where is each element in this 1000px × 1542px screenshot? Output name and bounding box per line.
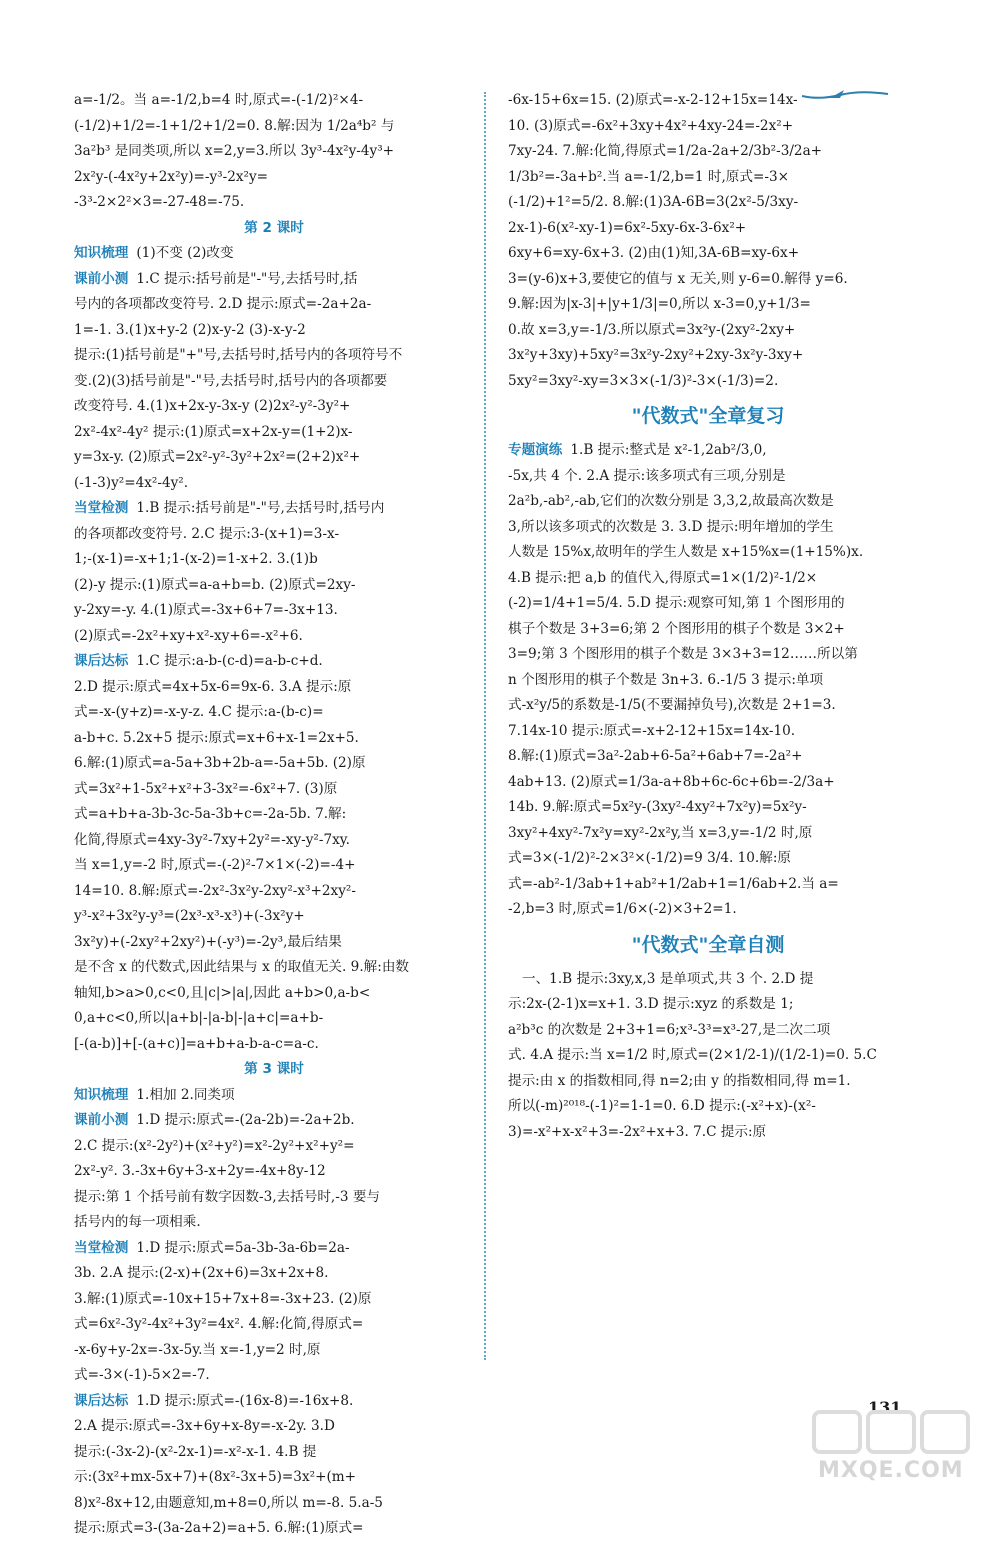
answer-line [74, 420, 474, 446]
answer-line [74, 445, 474, 471]
answer-line [508, 165, 908, 191]
answer-line [508, 872, 908, 898]
answer-text: a-b+c. 5.2x+5 提示:原式=x+6+x-1=2x+5. [74, 729, 359, 746]
answer-text: 改变符号. 4.(1)x+2x-y-3x-y (2)2x²-y²-3y²+ [74, 398, 351, 414]
answer-line [74, 853, 474, 879]
answer-text: 4ab+13. (2)原式=1/3a-a+8b+6c-6c+6b=-2/3a+ [508, 773, 835, 790]
answer-text: 7.14x-10 提示:原式=-x+2-12+15x=14x-10. [508, 722, 796, 739]
answer-line [74, 114, 474, 140]
section-label: 课前小测 [74, 1112, 129, 1128]
answer-line [74, 1363, 474, 1389]
answer-text: (-1-3)y²=4x²-4y². [74, 474, 189, 491]
answer-line [74, 369, 474, 395]
answer-line [508, 1018, 908, 1044]
answer-text: 化简,得原式=4xy-3y²-7xy+2y²=-xy-y²-7xy. [74, 831, 350, 848]
answer-text: a=-1/2。当 a=-1/2,b=4 时,原式=-(-1/2)²×4- [74, 92, 364, 108]
answer-text: 2.D 提示:原式=4x+5x-6=9x-6. 3.A 提示:原 [74, 678, 352, 695]
answer-text: 3=9;第 3 个图形用的棋子个数是 3×3+3=12……所以第 [508, 646, 858, 662]
answer-text: 3a²b³ 是同类项,所以 x=2,y=3.所以 3y³-4x²y-4y³+ [74, 143, 395, 159]
answer-text: y-2xy=-y. 4.(1)原式=-3x+6+7=-3x+13. [74, 602, 338, 618]
answer-line [508, 343, 908, 369]
answer-text: 3x²y+3xy)+5xy²=3x²y-2xy²+2xy-3x²y-3xy+ [508, 347, 804, 363]
answer-line [74, 1491, 474, 1517]
answer-line [74, 802, 474, 828]
answer-line [74, 1032, 474, 1058]
answer-text: (-1/2)+1²=5/2. 8.解:(1)3A-6B=3(2x²-5/3xy- [508, 194, 799, 210]
section-label: 知识梳理 [74, 1086, 129, 1103]
right-column [508, 88, 908, 1145]
answer-text: -3³-2×2²×3=-27-48=-75. [74, 194, 245, 210]
answer-line [74, 700, 474, 726]
answer-line [508, 992, 908, 1018]
section-label: 课后达标 [74, 1392, 129, 1409]
chapter-heading: "代数式"全章复习 [631, 405, 785, 427]
answer-line [508, 795, 908, 821]
answer-line [74, 879, 474, 905]
answer-text: 14=10. 8.解:原式=-2x²-3x²y-2xy²-x³+2xy²- [74, 882, 356, 899]
answer-text: 提示:(1)括号前是"+"号,去括号时,括号内的各项符号不 [74, 347, 403, 363]
answer-line [508, 846, 908, 872]
answer-text: 1.D 提示:原式=-(2a-2b)=-2a+2b. [136, 1112, 355, 1128]
answer-text: 所以(-m)²⁰¹⁸-(-1)²=1-1=0. 6.D 提示:(-x²+x)-(x²- [508, 1098, 816, 1114]
answer-text: 提示:由 x 的指数相同,得 n=2;由 y 的指数相同,得 m=1. [508, 1072, 851, 1089]
answer-line [74, 624, 474, 650]
answer-text: 人数是 15%x,故明年的学生人数是 x+15%x=(1+15%)x. [508, 544, 864, 560]
answer-text: 9.解:因为|x-3|+|y+1/3|=0,所以 x-3=0,y+1/3= [508, 296, 811, 312]
answer-line [508, 693, 908, 719]
answer-line [74, 1261, 474, 1287]
answer-line [74, 675, 474, 701]
answer-line [74, 394, 474, 420]
page-number: 131 [868, 1398, 902, 1417]
answer-text: 提示:原式=3-(3a-2a+2)=a+5. 6.解:(1)原式= [74, 1520, 364, 1536]
answer-text: 2a²b,-ab²,-ab,它们的次数分别是 3,3,2,故最高次数是 [508, 493, 834, 509]
answer-text: 提示:(-3x-2)-(x²-2x-1)=-x²-x-1. 4.B 提 [74, 1443, 317, 1460]
answer-text: 号内的各项都改变符号. 2.D 提示:原式=-2a+2a- [74, 296, 372, 312]
answer-text: (2)-y 提示:(1)原式=a-a+b=b. (2)原式=2xy- [74, 576, 356, 593]
answer-line [74, 1134, 474, 1160]
answer-text: 1.D 提示:原式=-(16x-8)=-16x+8. [136, 1392, 354, 1409]
answer-line [74, 955, 474, 981]
answer-text: 1;-(x-1)=-x+1;1-(x-2)=1-x+2. 3.(1)b [74, 551, 318, 567]
answer-line [74, 88, 474, 114]
answer-text: 5xy²=3xy²-xy=3×3×(-1/3)²-3×(-1/3)=2. [508, 372, 779, 389]
answer-line [74, 981, 474, 1007]
answer-line [74, 1287, 474, 1313]
answer-text: 1/3b²=-3a+b².当 a=-1/2,b=1 时,原式=-3× [508, 168, 790, 185]
answer-line [508, 139, 908, 165]
watermark-text: MXQE.COM [818, 1458, 964, 1483]
answer-text: y=3x-y. (2)原式=2x²-y²-3y²+2x²=(2+2)x²+ [74, 449, 361, 465]
answer-text: 2.A 提示:原式=-3x+6y+x-8y=-x-2y. 3.D [74, 1418, 335, 1434]
lesson-heading: 第 3 课时 [244, 1061, 304, 1077]
section-label: 课前小测 [74, 270, 129, 287]
answer-line [508, 318, 908, 344]
answer-line [74, 1210, 474, 1236]
answer-line [508, 515, 908, 541]
answer-text: 棋子个数是 3+3=6;第 2 个图形用的棋子个数是 3×2+ [508, 620, 845, 637]
answer-line [74, 1312, 474, 1338]
chapter-heading: "代数式"全章自测 [631, 933, 785, 956]
answer-text: 提示:第 1 个括号前有数字因数-3,去括号时,-3 要与 [74, 1188, 381, 1205]
answer-text: 2x²-4x²-4y² 提示:(1)原式=x+2x-y=(1+2)x- [74, 423, 353, 440]
answer-line [74, 1236, 474, 1262]
answer-text: 3b. 2.A 提示:(2-x)+(2x+6)=3x+2x+8. [74, 1265, 329, 1281]
answer-line [74, 1465, 474, 1491]
answer-text: -x-6y+y-2x=-3x-5y.当 x=-1,y=2 时,原 [74, 1341, 321, 1358]
answer-line [508, 540, 908, 566]
answer-line [508, 88, 908, 114]
answer-line [74, 1440, 474, 1466]
left-column [74, 88, 474, 1542]
lesson-heading: 第 2 课时 [244, 219, 304, 236]
answer-line [74, 1083, 474, 1109]
answer-text: 0.故 x=3,y=-1/3.所以原式=3x²y-(2xy²-2xy+ [508, 321, 796, 338]
answer-line [74, 1159, 474, 1185]
answer-line [74, 1006, 474, 1032]
answer-text: 2x²y-(-4x²y+2x²y)=-y³-2x²y= [74, 168, 269, 185]
answer-line [508, 190, 908, 216]
answer-text: (-2)=1/4+1=5/4. 5.D 提示:观察可知,第 1 个图形用的 [508, 595, 845, 611]
answer-text: 3xy²+4xy²-7x²y=xy²-2x²y,当 x=3,y=-1/2 时,原 [508, 824, 813, 841]
answer-line [74, 828, 474, 854]
answer-text: 1.B 提示:括号前是"-"号,去括号时,括号内 [136, 500, 385, 516]
answer-text: 一、1.B 提示:3xy,x,3 是单项式,共 3 个. 2.D 提 [522, 970, 814, 987]
answer-line [74, 1389, 474, 1415]
answer-line [508, 1043, 908, 1069]
answer-text: 示:(3x²+mx-5x+7)+(8x²-3x+5)=3x²+(m+ [74, 1469, 357, 1485]
answer-line [74, 267, 474, 293]
answer-line [508, 821, 908, 847]
answer-line [74, 241, 474, 267]
answer-line [74, 598, 474, 624]
answer-text: 式=-ab²-1/3ab+1+ab²+1/2ab+1=1/6ab+2.当 a= [508, 875, 839, 892]
answer-line [74, 649, 474, 675]
answer-line [508, 438, 908, 464]
answer-text: 3=(y-6)x+3,要使它的值与 x 无关,则 y-6=0.解得 y=6. [508, 270, 848, 287]
answer-text: 3x²y)+(-2xy²+2xy²)+(-y³)=-2y³,最后结果 [74, 933, 342, 950]
answer-text: 式=a+b+a-3b-3c-5a-3b+c=-2a-5b. 7.解: [74, 806, 347, 822]
answer-text: 14b. 9.解:原式=5x²y-(3xy²-4xy²+7x²y)=5x²y- [508, 799, 807, 815]
answer-text: 10. (3)原式=-6x²+3xy+4x²+4xy-24=-2x²+ [508, 117, 794, 134]
answer-line [508, 267, 908, 293]
answer-line [74, 292, 474, 318]
answer-line [508, 967, 908, 993]
answer-line [508, 591, 908, 617]
answer-text: 括号内的每一项相乘. [74, 1214, 201, 1230]
answer-text: y³-x²+3x²y-y³=(2x³-x³-x³)+(-3x²y+ [74, 908, 305, 924]
answer-text: 1.相加 2.同类项 [136, 1086, 235, 1103]
answer-line [74, 1185, 474, 1211]
answer-line [74, 343, 474, 369]
answer-text: 式=3×(-1/2)²-2×3²×(-1/2)=9 3/4. 10.解:原 [508, 850, 792, 866]
answer-text: 式=6x²-3y²-4x²+3y²=4x². 4.解:化简,得原式= [74, 1316, 364, 1332]
answer-text: 4.B 提示:把 a,b 的值代入,得原式=1×(1/2)²-1/2× [508, 569, 818, 586]
answer-line [508, 744, 908, 770]
answer-text: 1.B 提示:整式是 x²-1,2ab²/3,0, [570, 442, 767, 458]
section-label: 课后达标 [74, 653, 129, 669]
answer-line [74, 726, 474, 752]
answer-text: 2.C 提示:(x²-2y²)+(x²+y²)=x²-2y²+x²+y²= [74, 1137, 355, 1154]
answer-text: 式=3x²+1-5x²+x²+3-3x²=-6x²+7. (3)原 [74, 780, 338, 797]
answer-text: 3)=-x²+x-x²+3=-2x²+x+3. 7.C 提示:原 [508, 1123, 767, 1140]
answer-line [508, 464, 908, 490]
answer-text: a²b³c 的次数是 2+3+1=6;x³-3³=x³-27,是二次二项 [508, 1021, 831, 1038]
answer-line [508, 668, 908, 694]
answer-text: -2,b=3 时,原式=1/6×(-2)×3+2=1. [508, 901, 737, 917]
section-label: 当堂检测 [74, 500, 129, 516]
answer-line [74, 1414, 474, 1440]
answer-line [508, 1069, 908, 1095]
answer-text: 轴知,b>a>0,c<0,且|c|>|a|,因此 a+b>0,a-b< [74, 984, 371, 1001]
answer-line [508, 719, 908, 745]
answer-text: 6xy+6=xy-6x+3. (2)由(1)知,3A-6B=xy-6x+ [508, 245, 800, 261]
section-label: 当堂检测 [74, 1239, 129, 1256]
answer-line [74, 522, 474, 548]
answer-text: (-1/2)+1/2=-1+1/2+1/2=0. 8.解:因为 1/2a⁴b² 与 [74, 117, 395, 134]
column-divider [484, 92, 486, 1360]
answer-line [74, 190, 474, 216]
answer-line [74, 904, 474, 930]
answer-line [74, 1108, 474, 1134]
answer-line [508, 617, 908, 643]
answer-line [508, 114, 908, 140]
answer-line [508, 897, 908, 923]
answer-text: (2)原式=-2x²+xy+x²-xy+6=-x²+6. [74, 627, 303, 644]
answer-line [508, 1120, 908, 1146]
answer-line [74, 471, 474, 497]
section-label: 专题演练 [508, 442, 563, 458]
answer-text: 8)x²-8x+12,由题意知,m+8=0,所以 m=-8. 5.a-5 [74, 1494, 383, 1511]
answer-text: 1.D 提示:原式=5a-3b-3a-6b=2a- [136, 1239, 350, 1256]
answer-text: 1.C 提示:括号前是"-"号,去括号时,括 [136, 270, 358, 287]
answer-text: 式. 4.A 提示:当 x=1/2 时,原式=(2×1/2-1)/(1/2-1)=0. 5.C [508, 1047, 877, 1063]
answer-text: -6x-15+6x=15. (2)原式=-x-2-12+15x=14x- [508, 92, 798, 108]
answer-line [74, 1338, 474, 1364]
answer-text: (1)不变 (2)改变 [136, 245, 234, 261]
section-label: 知识梳理 [74, 245, 129, 261]
answer-line [74, 318, 474, 344]
answer-text: 的各项都改变符号. 2.C 提示:3-(x+1)=3-x- [74, 525, 340, 542]
answer-line [74, 496, 474, 522]
answer-line [74, 573, 474, 599]
answer-line [74, 777, 474, 803]
answer-line [508, 216, 908, 242]
answer-text: -5x,共 4 个. 2.A 提示:该多项式有三项,分别是 [508, 467, 786, 484]
answer-text: [-(a-b)]+[-(a+c)]=a+b+a-b-a-c=a-c. [74, 1035, 319, 1052]
answer-line [508, 1094, 908, 1120]
answer-line [74, 139, 474, 165]
answer-line [74, 930, 474, 956]
answer-text: n 个图形用的棋子个数是 3n+3. 6.-1/5 3 提示:单项 [508, 671, 824, 688]
answer-line [74, 751, 474, 777]
answer-text: 变.(2)(3)括号前是"-"号,去括号时,括号内的各项都要 [74, 372, 388, 389]
answer-text: 示:2x-(2-1)x=x+1. 3.D 提示:xyz 的系数是 1; [508, 996, 794, 1012]
answer-line [508, 241, 908, 267]
answer-line [508, 489, 908, 515]
answer-line [74, 547, 474, 573]
answer-text: 3,所以该多项式的次数是 3. 3.D 提示:明年增加的学生 [508, 518, 834, 535]
answer-text: 0,a+c<0,所以|a+b|-|a-b|-|a+c|=a+b- [74, 1010, 324, 1026]
answer-line [74, 1516, 474, 1542]
answer-text: 1.C 提示:a-b-(c-d)=a-b-c+d. [136, 653, 323, 669]
answer-text: 2x²-y². 3.-3x+6y+3-x+2y=-4x+8y-12 [74, 1163, 326, 1179]
answer-text: 当 x=1,y=-2 时,原式=-(-2)²-7×1×(-2)=-4+ [74, 857, 356, 873]
answer-text: 7xy-24. 7.解:化简,得原式=1/2a-2a+2/3b²-3/2a+ [508, 143, 823, 159]
answer-text: 3.解:(1)原式=-10x+15+7x+8=-3x+23. (2)原 [74, 1290, 372, 1307]
answer-line [508, 369, 908, 395]
answer-line [74, 165, 474, 191]
answer-line [508, 642, 908, 668]
answer-text: 2x-1)-6(x²-xy-1)=6x²-5xy-6x-3-6x²+ [508, 219, 747, 236]
answer-text: 式=-3×(-1)-5×2=-7. [74, 1367, 210, 1383]
answer-line [508, 566, 908, 592]
answer-line [508, 292, 908, 318]
answer-text: 是不含 x 的代数式,因此结果与 x 的取值无关. 9.解:由数 [74, 959, 410, 975]
answer-text: 6.解:(1)原式=a-5a+3b+2b-a=-5a+5b. (2)原 [74, 755, 366, 771]
answer-text: 8.解:(1)原式=3a²-2ab+6-5a²+6ab+7=-2a²+ [508, 748, 803, 764]
answer-line [508, 770, 908, 796]
answer-text: 式=-x-(y+z)=-x-y-z. 4.C 提示:a-(b-c)= [74, 704, 324, 720]
answer-text: 1=-1. 3.(1)x+y-2 (2)x-y-2 (3)-x-y-2 [74, 321, 306, 338]
answer-text: 式-x²y/5的系数是-1/5(不要漏掉负号),次数是 2+1=3. [508, 697, 836, 713]
